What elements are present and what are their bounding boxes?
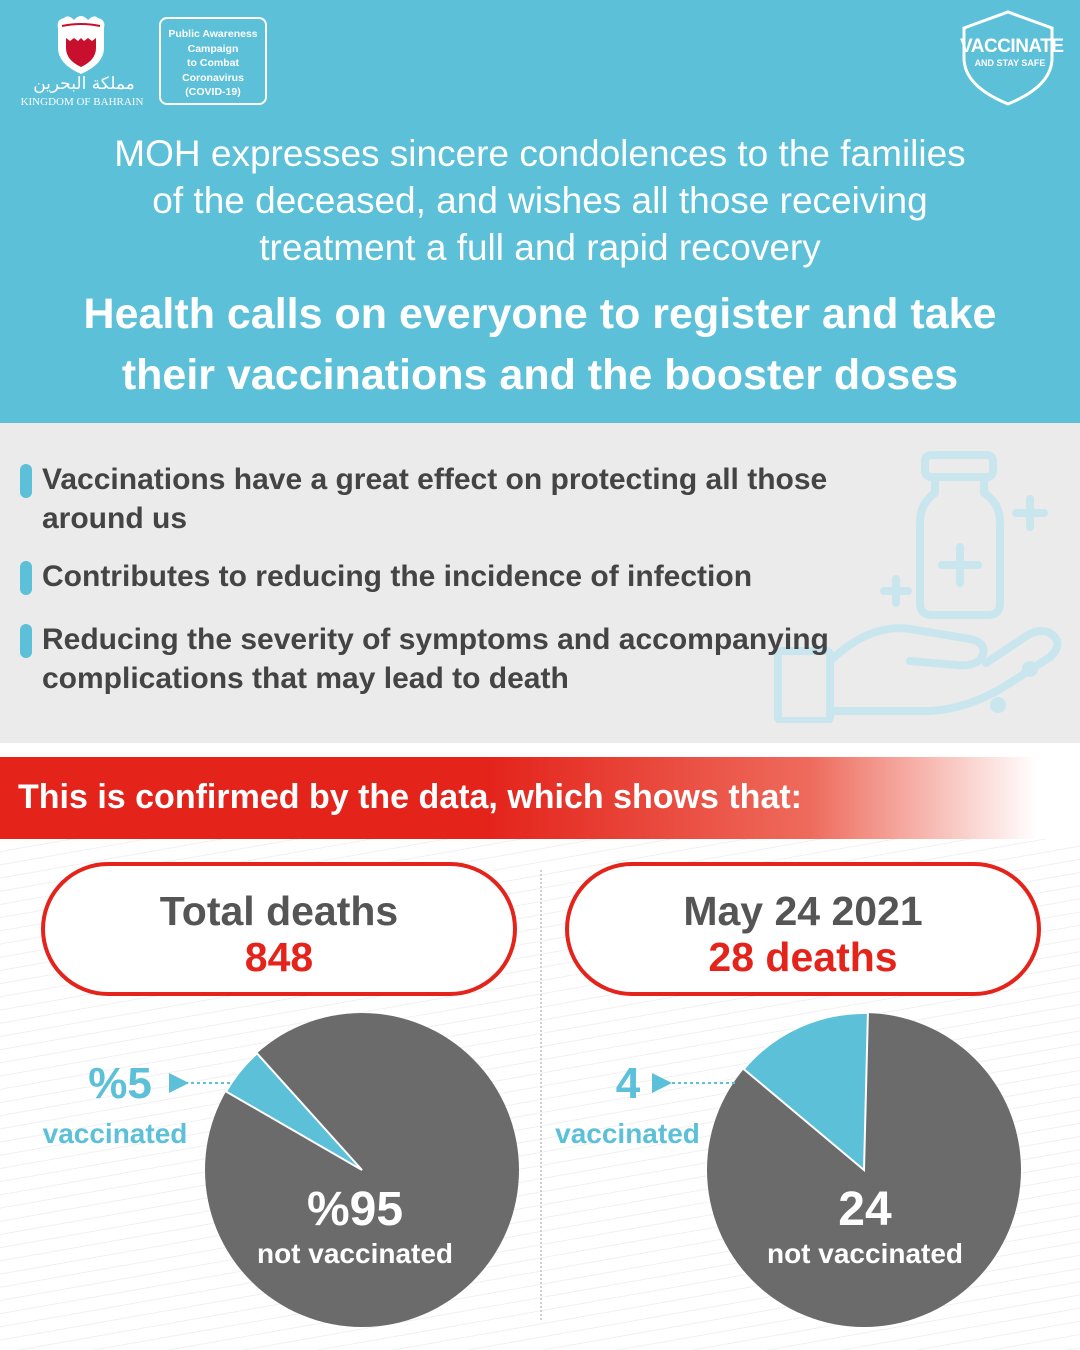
vaccinated-value-right: 4 xyxy=(615,1059,641,1108)
pill-title: Total deaths xyxy=(159,888,399,934)
condolence-line: treatment a full and rapid recovery xyxy=(259,227,821,268)
benefit-line: around us xyxy=(42,502,188,535)
benefit-line: complications that may lead to death xyxy=(42,662,569,695)
pill-value: 848 xyxy=(244,934,314,980)
not-vaccinated-value-left: %95 xyxy=(306,1183,404,1236)
badge-title: VACCINATE xyxy=(960,36,1064,57)
condolence-line: of the deceased, and wishes all those receiving xyxy=(152,180,928,221)
not-vaccinated-label-right: not vaccinated xyxy=(766,1238,964,1269)
logo-english-text: KINGDOM OF BAHRAIN xyxy=(20,96,144,108)
not-vaccinated-label-left: not vaccinated xyxy=(256,1238,454,1269)
campaign-line: Public Awareness xyxy=(168,28,258,40)
banner-text: This is confirmed by the data, which shows that: xyxy=(18,778,802,816)
campaign-line: (COVID-19) xyxy=(185,86,241,98)
headline-line: their vaccinations and the booster doses xyxy=(121,351,959,399)
campaign-line: Campaign xyxy=(187,42,239,55)
benefit-line: Contributes to reducing the incidence of infection xyxy=(42,560,753,593)
vaccinated-value-left: %5 xyxy=(88,1059,152,1108)
pill-value: 28 deaths xyxy=(708,934,898,980)
campaign-line: to Combat xyxy=(187,57,239,69)
logo-arabic-text: مملكة البحرين xyxy=(33,74,135,94)
not-vaccinated-value-right: 24 xyxy=(838,1183,892,1236)
condolence-line: MOH expresses sincere condolences to the families xyxy=(114,133,966,174)
benefit-line: Reducing the severity of symptoms and accompanying xyxy=(42,623,829,656)
pill-title: May 24 2021 xyxy=(683,888,923,934)
vaccinated-label-right: vaccinated xyxy=(555,1118,700,1149)
badge-subtitle: AND STAY SAFE xyxy=(974,58,1046,68)
benefit-line: Vaccinations have a great effect on protecting all those xyxy=(42,463,828,496)
campaign-line: Coronavirus xyxy=(182,71,244,84)
headline-line: Health calls on everyone to register and take xyxy=(83,290,997,338)
vaccinated-label-left: vaccinated xyxy=(42,1118,188,1149)
